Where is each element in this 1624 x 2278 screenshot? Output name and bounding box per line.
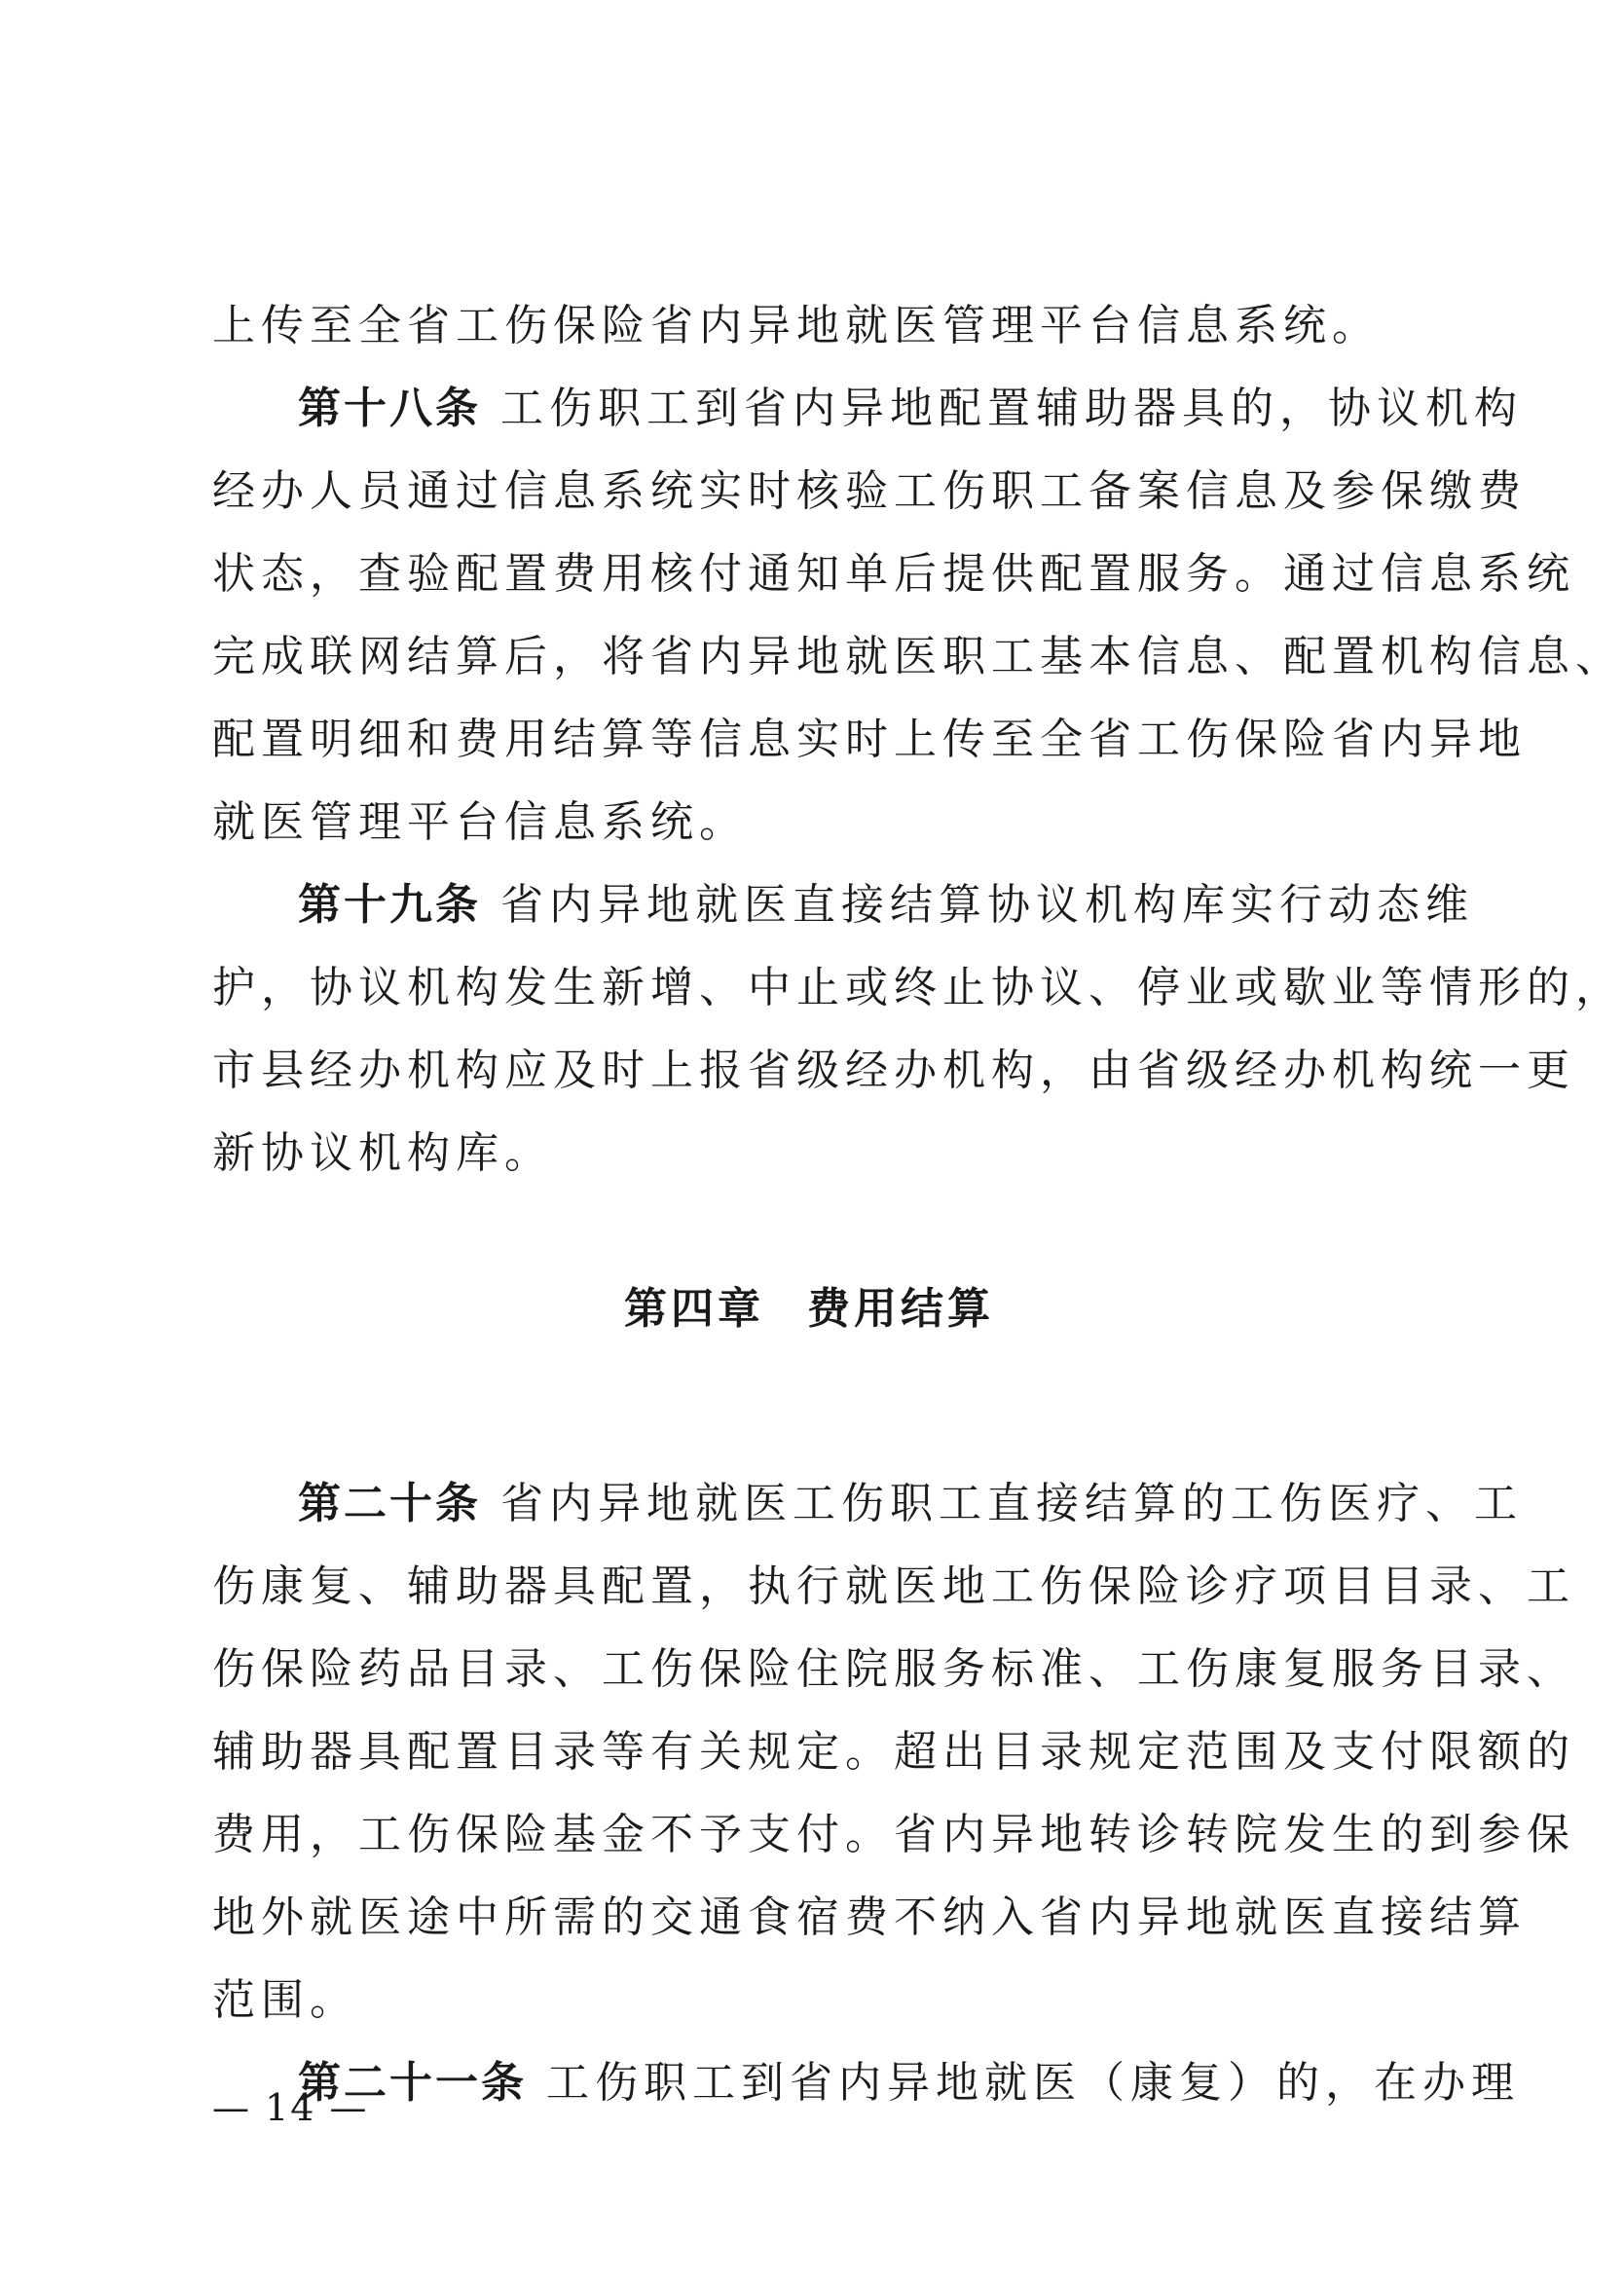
chapter-title: 费用结算 <box>807 1284 994 1334</box>
article-21 <box>212 2041 1520 2124</box>
article-20-heading: 第二十条 <box>298 1479 481 1528</box>
article-20-line-2: 伤康复、辅助器具配置，执行就医地工伤保险诊疗项目目录、工 <box>212 1562 1575 1611</box>
article-18-text: 工伤职工到省内异地配置辅助器具的，协议机构 <box>500 384 1523 433</box>
chapter-heading <box>212 1268 1406 1350</box>
article-19-line-1 <box>212 863 1474 946</box>
article-18-line-5: 配置明细和费用结算等信息实时上传至全省工伤保险省内异地 <box>212 715 1527 764</box>
article-19 <box>212 863 1624 1194</box>
article-19-line-3: 市县经办机构应及时上报省级经办机构，由省级经办机构统一更 <box>212 1046 1575 1095</box>
article-21-heading: 第二十一条 <box>298 2058 527 2108</box>
article-19-heading: 第十九条 <box>298 880 481 930</box>
document-page <box>212 284 1624 2124</box>
article-19-line-4: 新协议机构库。 <box>212 1128 553 1178</box>
chapter-number: 第四章 <box>624 1284 764 1334</box>
article-21-text: 工伤职工到省内异地就医（康复）的，在办理 <box>546 2058 1520 2108</box>
article-18 <box>212 367 1624 863</box>
article-20-line-3: 伤保险药品目录、工伤保险住院服务标准、工伤康复服务目录、 <box>212 1644 1575 1694</box>
article-20-line-7: 范围。 <box>212 1975 358 2025</box>
article-20 <box>212 1462 1575 2041</box>
article-18-heading: 第十八条 <box>298 384 481 433</box>
paragraph-continuation-line: 上传至全省工伤保险省内异地就医管理平台信息系统。 <box>212 301 1381 350</box>
article-21-line-1 <box>212 2041 1520 2124</box>
page-number: — 14 — <box>212 2086 369 2129</box>
article-18-line-1 <box>212 367 1523 450</box>
article-18-line-3: 状态，查验配置费用核付通知单后提供配置服务。通过信息系统 <box>212 549 1575 599</box>
article-18-line-6: 就医管理平台信息系统。 <box>212 797 748 847</box>
article-20-line-5: 费用，工伤保险基金不予支付。省内异地转诊转院发生的到参保 <box>212 1810 1575 1859</box>
article-19-text: 省内异地就医直接结算协议机构库实行动态维 <box>500 880 1474 930</box>
article-18-line-2: 经办人员通过信息系统实时核验工伤职工备案信息及参保缴费 <box>212 466 1527 516</box>
article-19-line-2: 护，协议机构发生新增、中止或终止协议、停业或歇业等情形的， <box>212 963 1624 1012</box>
article-18-line-4: 完成联网结算后，将省内异地就医职工基本信息、配置机构信息、 <box>212 632 1624 681</box>
article-20-text: 省内异地就医工伤职工直接结算的工伤医疗、工 <box>500 1479 1523 1528</box>
article-20-line-1 <box>212 1462 1523 1545</box>
article-20-line-4: 辅助器具配置目录等有关规定。超出目录规定范围及支付限额的 <box>212 1727 1575 1777</box>
article-20-line-6: 地外就医途中所需的交通食宿费不纳入省内异地就医直接结算 <box>212 1892 1527 1942</box>
